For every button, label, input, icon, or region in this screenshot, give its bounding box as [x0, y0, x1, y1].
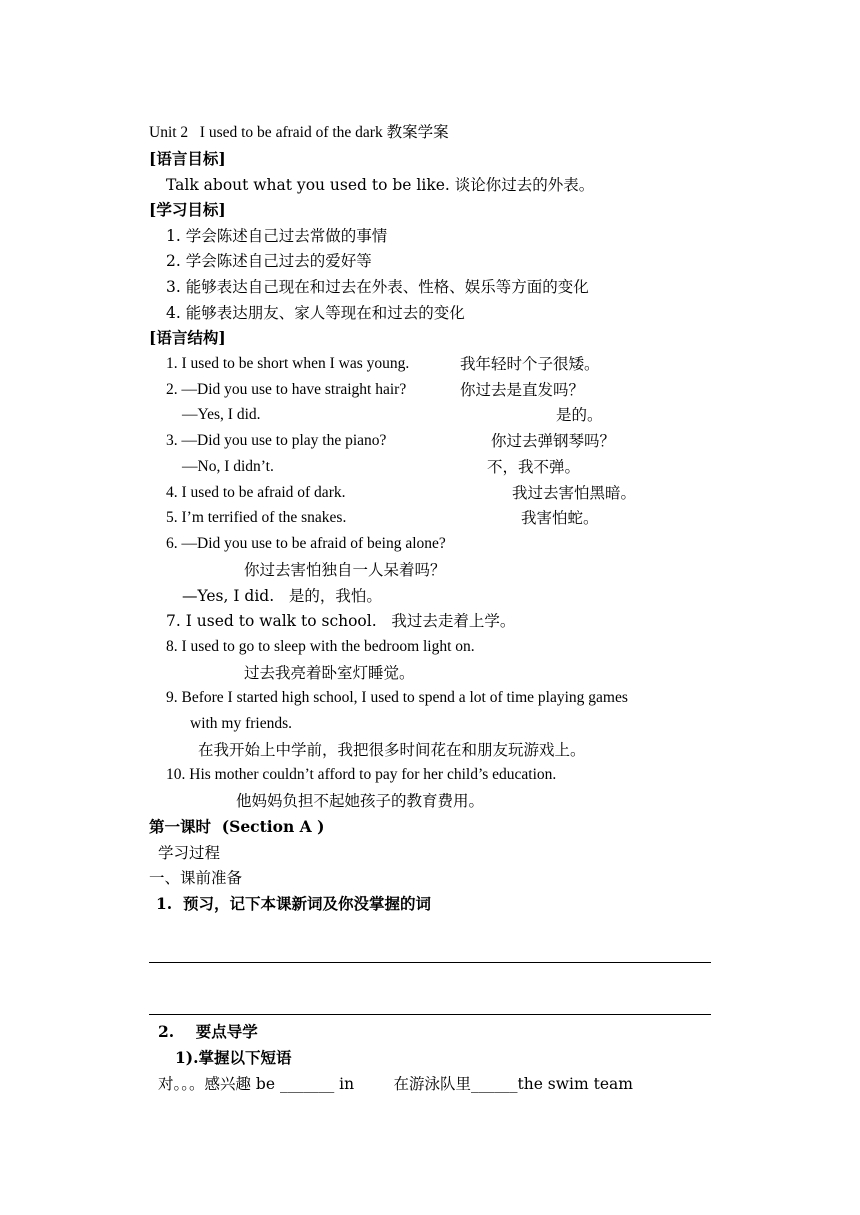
sentence-cn: 你过去弹钢琴吗？: [491, 432, 616, 450]
sentence-en: 9. Before I started high school, I used to spend a lot of time playing games: [166, 689, 628, 706]
answer-line: [149, 962, 711, 963]
document-title: Unit 2 I used to be afraid of the dark 教案学案: [149, 124, 449, 141]
sentence-en: with my friends.: [190, 715, 293, 732]
sentence-en: 7. I used to walk to school. 我过去走着上学。: [166, 612, 516, 630]
sentence-en: 1. I used to be short when I was young.: [166, 355, 410, 372]
sentence-en: —Yes, I did. 是的，我怕。: [182, 587, 382, 605]
study-goal-item: 1. 学会陈述自己过去常做的事情: [166, 227, 388, 245]
lesson-title: 第一课时 (Section A ): [149, 817, 325, 836]
sentence-cn: 过去我亮着卧室灯睡觉。: [244, 664, 415, 682]
study-goal-item: 4. 能够表达朋友、家人等现在和过去的变化: [166, 304, 465, 322]
sentence-en: 2. —Did you use to have straight hair?: [166, 381, 407, 398]
sentence-cn: 不，我不弹。: [487, 458, 581, 476]
learning-process: 学习过程: [158, 844, 221, 862]
sentence-cn: 他妈妈负担不起她孩子的教育费用。: [236, 792, 485, 810]
sentence-en: 5. I’m terrified of the snakes.: [166, 509, 347, 526]
sentence-en: 6. —Did you use to be afraid of being alone?: [166, 535, 446, 552]
sentence-en: —No, I didn’t.: [182, 458, 274, 475]
study-goal-item: 2. 学会陈述自己过去的爱好等: [166, 252, 372, 270]
sentence-cn: 在我开始上中学前，我把很多时间花在和朋友玩游戏上。: [198, 741, 586, 759]
sentence-cn: 我害怕蛇。: [521, 509, 599, 527]
language-goal-text: Talk about what you used to be like. 谈论你过去的外表。: [166, 176, 595, 194]
sentence-cn: 我过去害怕黑暗。: [512, 484, 637, 502]
phrase-exercise: 对。。。感兴趣 be _______ in 在游泳队里______the swim team: [158, 1075, 633, 1093]
sentence-cn: 你过去害怕独自一人呆着吗？: [244, 561, 446, 579]
preview-instruction: 1. 预习，记下本课新词及你没掌握的词: [156, 894, 431, 913]
sentence-en: 10. His mother couldn’t afford to pay for her child’s education.: [166, 766, 557, 783]
phrases-heading: 1).掌握以下短语: [175, 1048, 292, 1067]
sentence-en: —Yes, I did.: [182, 406, 261, 423]
sentence-cn: 我年轻时个子很矮。: [460, 355, 600, 373]
pre-class-prep: 一、课前准备: [149, 869, 243, 887]
structure-header: [语言结构]: [149, 328, 226, 347]
answer-line: [149, 1014, 711, 1015]
study-goal-header: [学习目标]: [149, 200, 226, 219]
sentence-cn: 是的。: [556, 406, 603, 424]
sentence-en: 8. I used to go to sleep with the bedroom light on.: [166, 638, 475, 655]
sentence-en: 4. I used to be afraid of dark.: [166, 484, 346, 501]
sentence-cn: 你过去是直发吗？: [460, 381, 585, 399]
language-goal-header: [语言目标]: [149, 149, 226, 168]
study-goal-item: 3. 能够表达自己现在和过去在外表、性格、娱乐等方面的变化: [166, 278, 589, 296]
sentence-en: 3. —Did you use to play the piano?: [166, 432, 387, 449]
key-points-heading: 2. 要点导学: [158, 1022, 258, 1041]
